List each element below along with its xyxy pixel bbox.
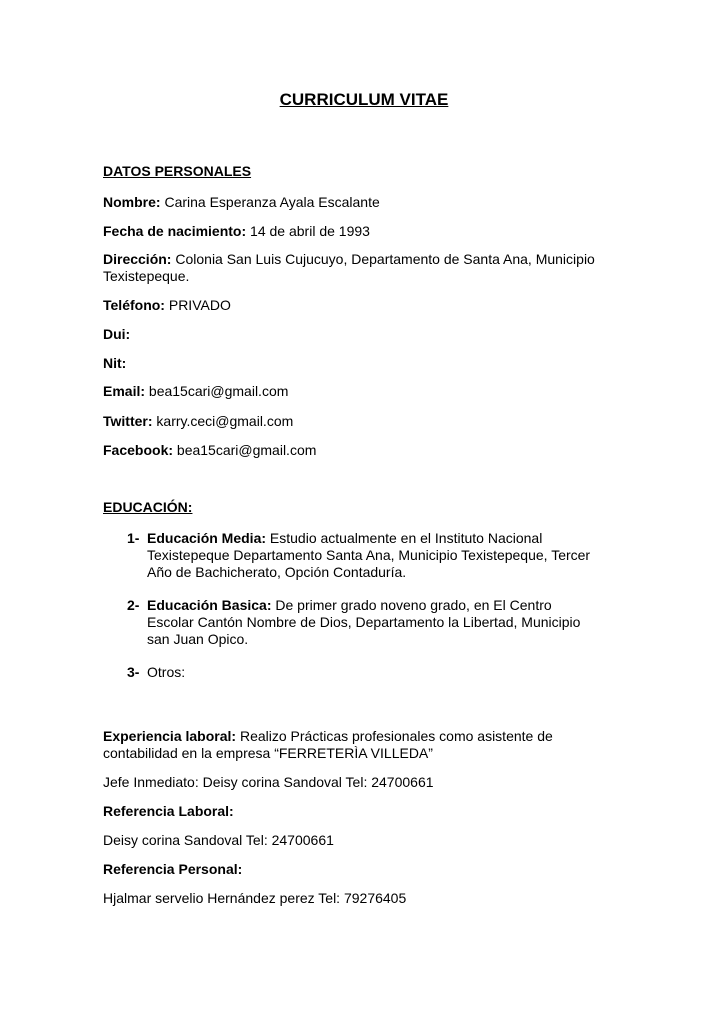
nombre-value: Carina Esperanza Ayala Escalante [160, 194, 380, 210]
education-item-label: Educación Media: [147, 530, 267, 546]
referencia-laboral-heading: Referencia Laboral: [103, 803, 234, 819]
education-item-line: Año de Bachicherato, Opción Contaduría. [147, 564, 407, 580]
experience-label: Experiencia laboral: [103, 728, 237, 744]
direccion-continuation: Texistepeque. [103, 268, 190, 284]
education-item-line: Escolar Cantón Nombre de Dios, Departamento la Libertad, Municipio [147, 614, 581, 630]
twitter-label: Twitter: [103, 413, 153, 429]
education-heading: EDUCACIÓN: [103, 499, 193, 515]
telefono-row [103, 297, 643, 314]
email-label: Email: [103, 383, 146, 399]
experience-value-line-1: Realizo Prácticas profesionales como asistente de [236, 728, 553, 744]
nombre-row [103, 194, 643, 211]
direccion-row [103, 251, 643, 268]
referencia-personal-heading: Referencia Personal: [103, 861, 243, 877]
direccion-label: Dirección: [103, 251, 172, 267]
education-item-line: san Juan Opico. [147, 631, 249, 647]
email-value: bea15cari@gmail.com [145, 383, 289, 399]
personal-data-heading: DATOS PERSONALES [103, 163, 252, 179]
nombre-label: Nombre: [103, 194, 161, 210]
experience-continuation: contabilidad en la empresa “FERRETERÌA VILLEDA” [103, 745, 433, 761]
dui-label: Dui: [103, 326, 131, 342]
document-title: CURRICULUM VITAE [279, 90, 449, 109]
email-row [103, 383, 643, 400]
facebook-label: Facebook: [103, 442, 174, 458]
jefe-inmediato: Jefe Inmediato: Deisy corina Sandoval Tel: 24700661 [103, 774, 434, 790]
direccion-value-line-1: Colonia San Luis Cujucuyo, Departamento de Santa Ana, Municipio [171, 251, 595, 267]
facebook-value: bea15cari@gmail.com [173, 442, 317, 458]
education-item-text [147, 597, 637, 648]
education-item-line: Estudio actualmente en el Instituto Nacional [266, 530, 543, 546]
referencia-personal-value: Hjalmar servelio Hernández perez Tel: 79276405 [103, 890, 407, 906]
twitter-value: karry.ceci@gmail.com [152, 413, 294, 429]
nit-label: Nit: [103, 355, 127, 371]
education-item-line: Texistepeque Departamento Santa Ana, Municipio Texistepeque, Tercer [147, 547, 591, 563]
education-item-number: 3- [127, 664, 140, 680]
education-item-number: 2- [127, 597, 140, 613]
facebook-row [103, 442, 643, 459]
experience-row [103, 728, 643, 745]
referencia-laboral-value: Deisy corina Sandoval Tel: 24700661 [103, 832, 334, 848]
education-item-text [147, 530, 637, 581]
fecha-value: 14 de abril de 1993 [246, 223, 370, 239]
fecha-label: Fecha de nacimiento: [103, 223, 247, 239]
telefono-label: Teléfono: [103, 297, 165, 313]
education-item-text [147, 664, 637, 681]
education-item-label: Educación Basica: [147, 597, 272, 613]
fecha-row [103, 223, 643, 240]
twitter-row [103, 413, 643, 430]
education-item-line: Otros: [147, 664, 186, 680]
education-item-number: 1- [127, 530, 140, 546]
education-item-line: De primer grado noveno grado, en El Centro [271, 597, 552, 613]
telefono-value: PRIVADO [164, 297, 231, 313]
